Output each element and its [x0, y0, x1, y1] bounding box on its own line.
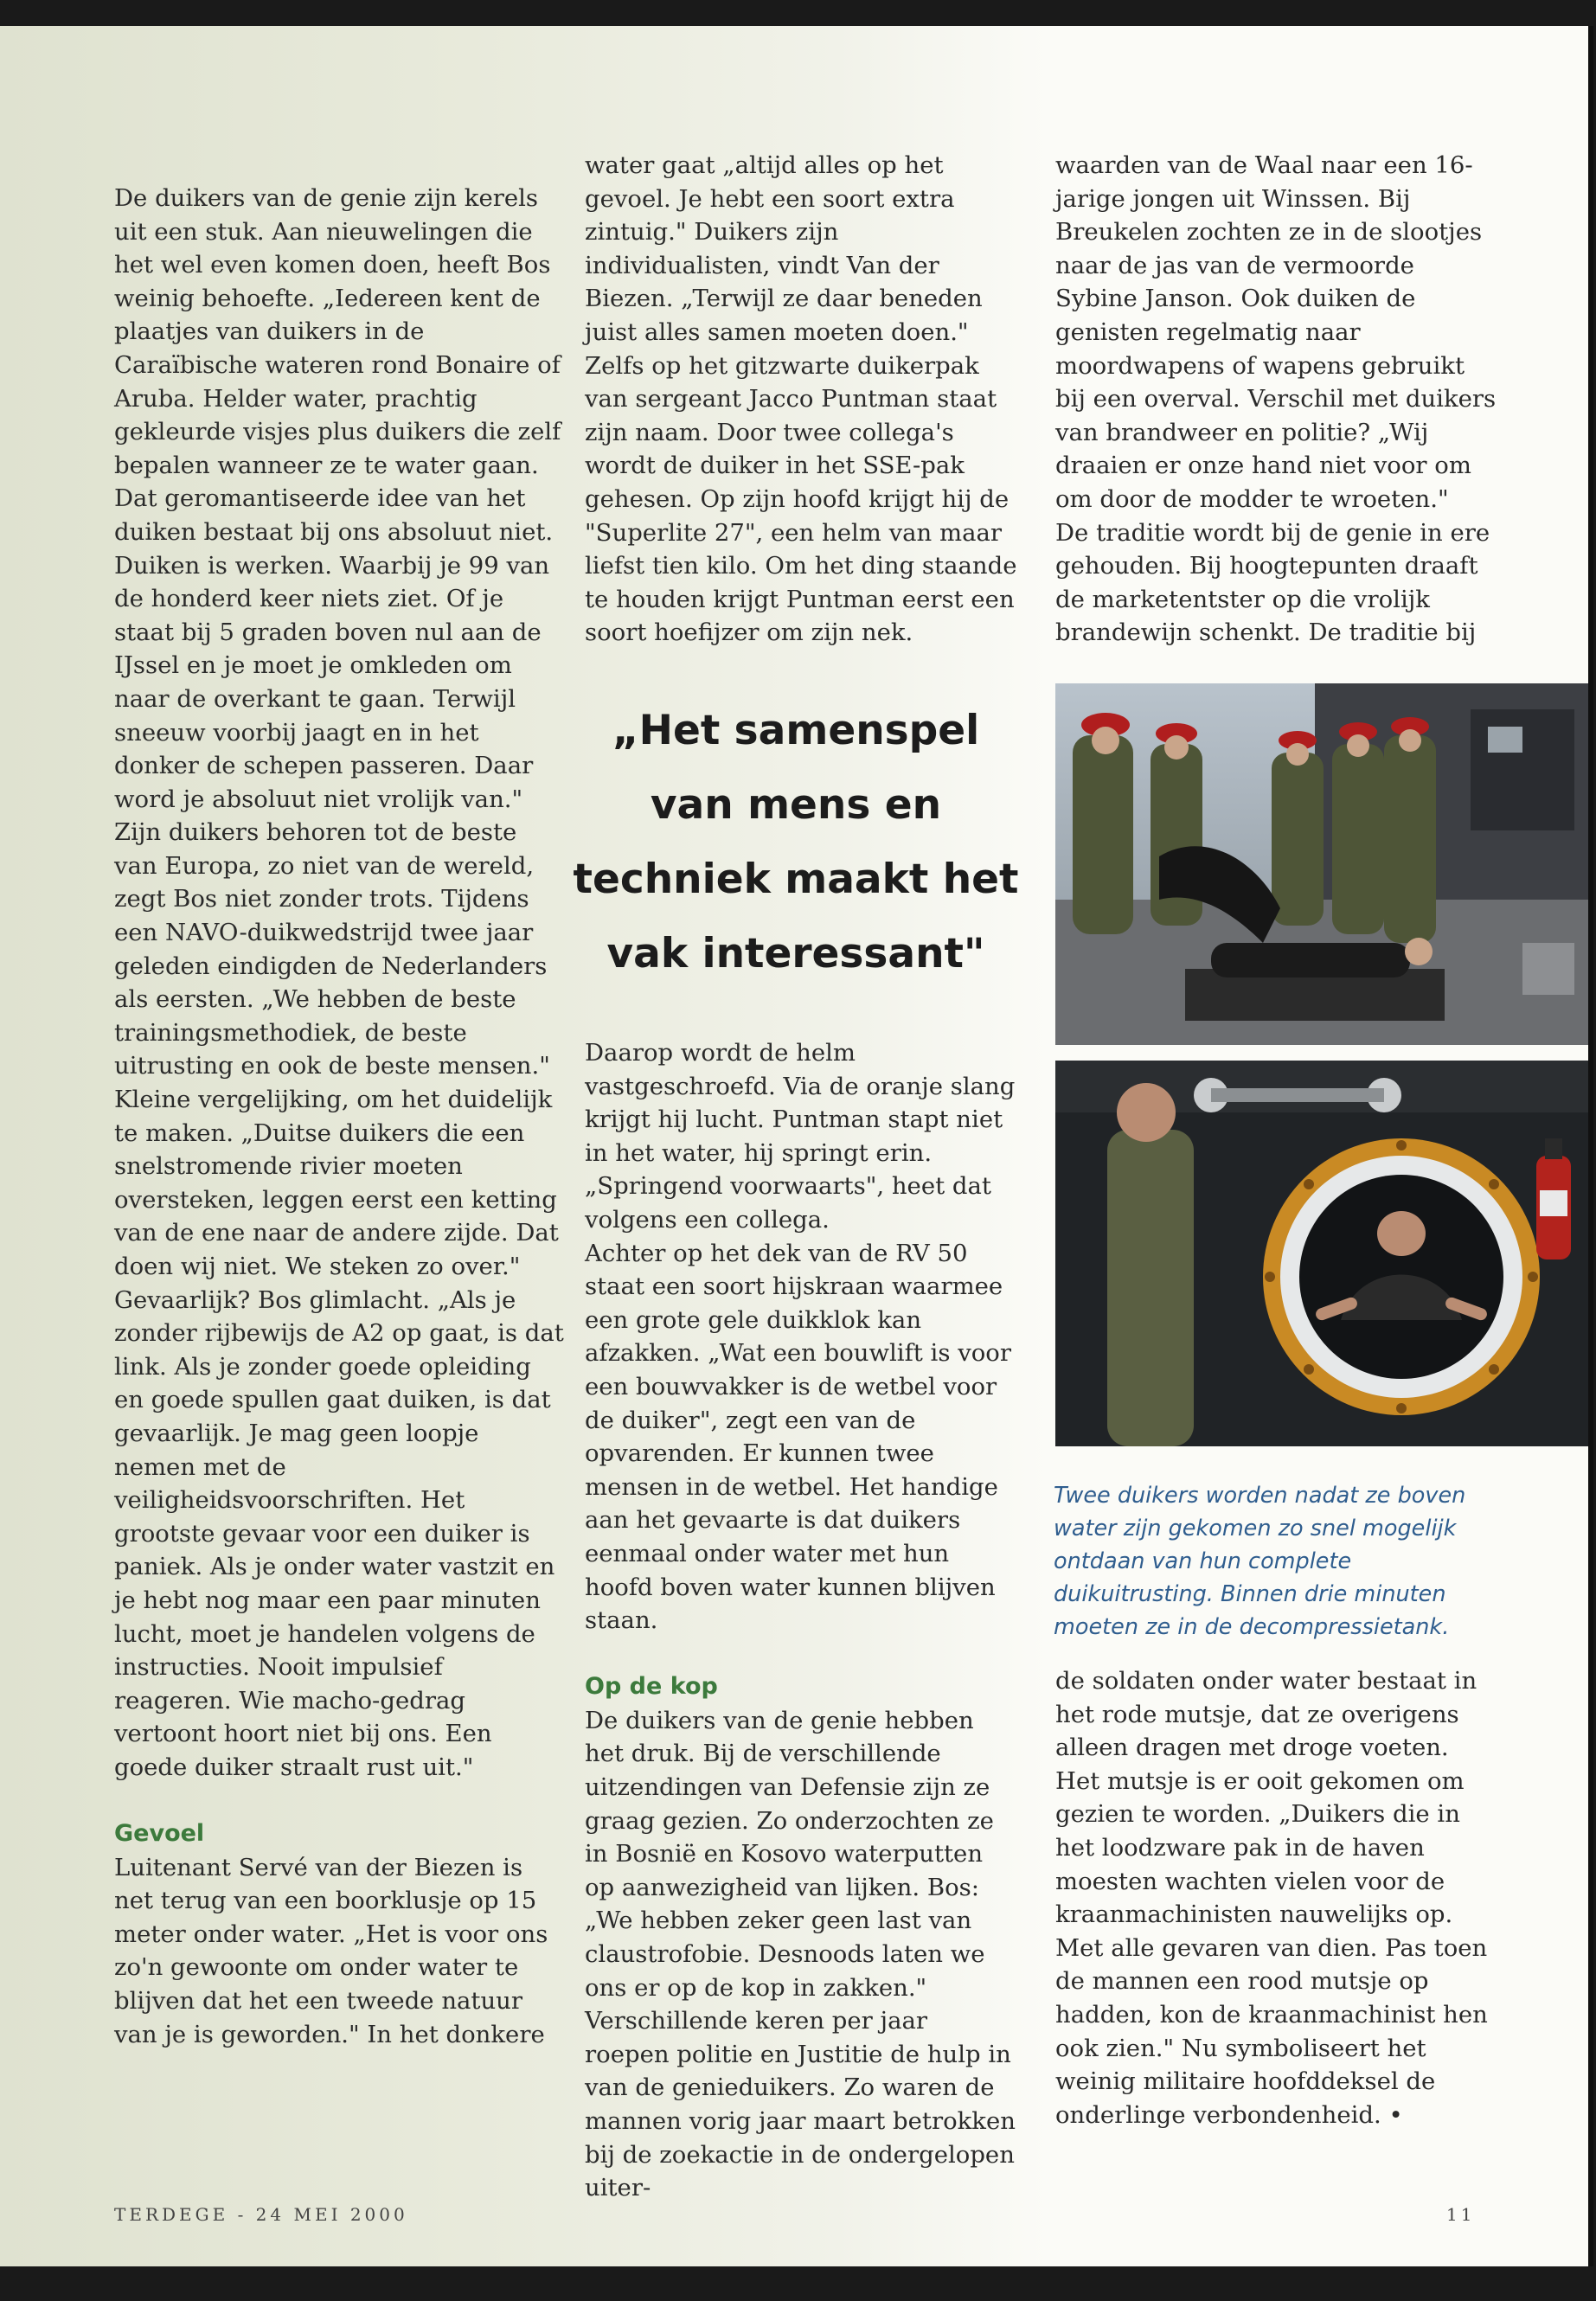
subhead-op-de-kop: Op de kop [585, 1673, 718, 1701]
photo-tank-illustration [1055, 1061, 1588, 1446]
paragraph: De traditie wordt bij de genie in ere gehouden. Bij hoogtepunten draaft de marketentster op die vrolijk brandewijn schenkt. De traditie bij [1055, 518, 1490, 647]
photo-caption: Twee duikers worden nadat ze boven water zijn gekomen zo snel mogelijk ontdaan van hun complete duikuitrusting. Binnen drie minuten moeten ze in de decompressietank. [1054, 1483, 1466, 1640]
subhead-gevoel: Gevoel [114, 1820, 205, 1848]
page-number: 11 [1446, 2204, 1476, 2225]
paragraph: Zelfs op het gitzwarte duikerpak van sergeant Jacco Puntman staat zijn naam. Door twee collega's wordt de duiker in het SSE-pak gehesen. Op zijn hoofd krijgt hij de "Superlite 27", een helm van maar liefst tien kilo. Om het ding staande te houden krijgt Puntman eerst een soort hoefijzer om zijn nek. [585, 351, 1017, 647]
photo-divers-illustration [1055, 683, 1588, 1045]
column-2-top [585, 149, 1017, 650]
paragraph: Gevaarlijk? Bos glimlacht. „Als je zonder rijbewijs de A2 op gaat, is dat link. Als je zonder goede opleiding en goede spullen gaat duiken, is dat gevaarlijk. Je mag geen loopje nemen met de veiligheidsvoorschriften. Het grootste gevaar voor een duiker is paniek. Als je onder water vastzit en je hebt nog maar een paar minuten lucht, moet je handelen volgens de instructies. Nooit impulsief reageren. Wie macho-gedrag vertoont hoort niet bij ons. Een goede duiker straalt rust uit." [114, 1285, 564, 1781]
paragraph: Daarop wordt de helm vastgeschroefd. Via de oranje slang krijgt hij lucht. Puntman stapt niet in het water, hij springt erin. „Springend voorwaarts", heet dat volgens een collega. [585, 1039, 1016, 1234]
paragraph: Achter op het dek van de RV 50 staat een soort hijskraan waarmee een grote gele duikklok kan afzakken. „Wat een bouwlift is voor een bouwvakker is de wetbel voor de duiker", zegt een van de opvarenden. Er kunnen twee mensen in de wetbel. Het handige aan het gevaarte is dat duikers eenmaal onder water met hun hoofd boven water kunnen blijven staan. [585, 1239, 1011, 1635]
column-3-bottom [1055, 1664, 1497, 2131]
column-1 [114, 182, 564, 2051]
pull-quote: „Het samenspel van mens en techniek maakt het vak interessant" [573, 707, 1019, 977]
paragraph: De duikers van de genie zijn kerels uit een stuk. Aan nieuwelingen die het wel even komen doen, heeft Bos weinig behoefte. „Iedereen kent de plaatjes van duikers in de Caraïbische wateren rond Bonaire of Aruba. Helder water, prachtig gekleurde visjes plus duikers die zelf bepalen wanneer ze te water gaan. Dat geromantiseerde idee van het duiken bestaat bij ons absoluut niet. Duiken is werken. Waarbij je 99 van de honderd keer niets ziet. Of je staat bij 5 graden boven nul aan de IJssel en je moet je omkleden om naar de overkant te gaan. Terwijl sneeuw voorbij jaagt en in het donker de schepen passeren. Daar word je absoluut niet vrolijk van." [114, 184, 561, 813]
magazine-page [0, 26, 1593, 2266]
paragraph: waarden van de Waal naar een 16-jarige jongen uit Winssen. Bij Breukelen zochten ze in de slootjes naar de jas van de vermoorde Sybine Janson. Ook duiken de genisten regelmatig naar moordwapens of wapens gebruikt bij een overval. Verschil met duikers van brandweer en politie? „Wij draaien er onze hand niet voor om om door de modder te wroeten." [1055, 151, 1497, 513]
column-2-bottom [585, 1036, 1017, 2205]
photo-decompression-tank [1055, 1061, 1588, 1446]
photo-divers-on-deck [1055, 683, 1588, 1045]
paragraph: de soldaten onder water bestaat in het rode mutsje, dat ze overigens alleen dragen met droge voeten. Het mutsje is er ooit gekomen om gezien te worden. „Duikers die in het loodzware pak in de haven moesten wachten vielen voor de kraanmachinisten nauwelijks op. Met alle gevaren van dien. Pas toen de mannen een rood mutsje op hadden, kon de kraanmachinist hen ook zien." Nu symboliseert het weinig militaire hoofddeksel de onderlinge verbondenheid. • [1055, 1667, 1488, 2129]
column-3-top [1055, 149, 1497, 650]
paragraph: Zijn duikers behoren tot de beste van Europa, zo niet van de wereld, zegt Bos niet zonder trots. Tijdens een NAVO-duikwedstrijd twee jaar geleden eindigden de Nederlanders als eersten. „We hebben de beste trainingsmethodiek, de beste uitrusting en ook de beste mensen." Kleine vergelijking, om het duidelijk te maken. „Duitse duikers die een snelstromende rivier moeten oversteken, leggen eerst een ketting van de ene naar de andere zijde. Dat doen wij niet. We steken zo over." [114, 818, 559, 1280]
paragraph: Luitenant Servé van der Biezen is net terug van een boorklusje op 15 meter onder water. „Het is voor ons zo'n gewoonte om onder water te blijven dat het een tweede natuur van je is geworden." In het donkere [114, 1853, 548, 2048]
paragraph: De duikers van de genie hebben het druk. Bij de verschillende uitzendingen van Defensie zijn ze graag gezien. Zo onderzochten ze in Bosnië en Kosovo waterputten op aanwezigheid van lijken. Bos: „We hebben zeker geen last van claustrofobie. Desnoods laten we ons er op de kop in zakken." Verschillende keren per jaar roepen politie en Justitie de hulp in van de genieduikers. Zo waren de mannen vorig jaar maart betrokken bij de zoekactie in de ondergelopen uiter- [585, 1706, 1016, 2202]
paragraph: water gaat „altijd alles op het gevoel. Je hebt een soort extra zintuig." Duikers zijn individualisten, vindt Van der Biezen. „Terwijl ze daar beneden juist alles samen moeten doen." [585, 151, 983, 346]
footer-publication: TERDEGE - 24 MEI 2000 [114, 2204, 408, 2225]
